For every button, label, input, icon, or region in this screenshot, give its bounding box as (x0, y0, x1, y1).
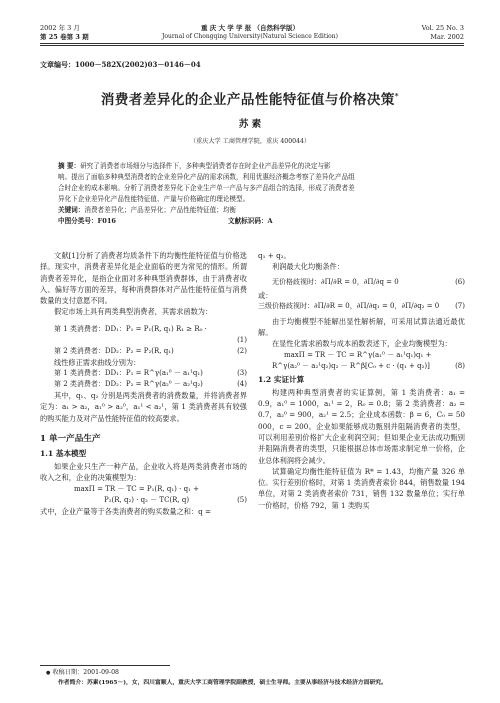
paper-title (0, 88, 500, 108)
header-vol-no: Vol. 25 No. 3 (421, 24, 464, 32)
abstract-line-4: 异化下企业差异化产品性能特征值、产量与价格确定的理论模型。 (58, 195, 250, 203)
equation-7: 三级价格歧视时：∂Π/∂R = 0，∂Π/∂q₁ = 0，∂Π/∂q₂ = 0 (7) (258, 301, 465, 310)
footnote-bullet-icon: ● (46, 670, 51, 676)
header-journal-en: Journal of Chongqing University(Natural Science Edition) (162, 33, 338, 40)
document-code: 文献标识码：A (228, 217, 273, 225)
footnote-rule (40, 665, 170, 666)
classification-line (58, 216, 458, 227)
equation-6: 无价格歧视时：∂Π/∂R = 0，∂Π/∂q = 0 (6) (272, 277, 465, 286)
subsection-1-2-heading: 1.2 实证计算 (258, 374, 305, 384)
right-paragraph-2: 在显性化需求函数与成本函数表述下，企业均衡模型为： (272, 339, 452, 349)
left-paragraph-4: 如果企业只生产一种产品，企业收入将是两类消费者市场的收入之和，企业的决策模型为： (40, 461, 247, 483)
equation-5-line-2: P₂(R, q₂) · q₂ － TC(R, q) (5) (104, 495, 247, 504)
profit-condition-label: 利润最大化均衡条件： (272, 262, 344, 272)
linear-intro: 线性修正需求曲线分别为： (54, 357, 141, 367)
author-name: 苏 素 (238, 119, 262, 130)
equation-3: 第 1 类消费者：DD₁：P₁ = R^γ(a₁⁰ － a₁¹q₁) (3) (54, 369, 247, 378)
equation-8-line-1: maxΠ = TR － TC = R^γ(a₁⁰ － a₁¹q₁)q₁ + (284, 350, 432, 359)
left-column (40, 250, 247, 517)
equation-5-line-1: maxΠ = TR － TC = P₁(R, q₁) · q₁ + (74, 484, 199, 493)
footnote-author-info: 作者简介：苏素(1965－)，女，四川富顺人，重庆大学工商管理学院副教授，硕士生导师。主要从事经济与技术经济方面研究。 (58, 680, 387, 686)
right-paragraph-4: 试算确定均衡性能特征值为 R* = 1.43，均衡产量 326 单位。实行差别价格时，对第 1 类消费者索价 844，销售数量 194 单位，对第 2 类消费者索价 731，销售 132 数量单位；实行单一价格时，价格 792，第 1 类购买 (258, 466, 465, 510)
equation-4: 第 2 类消费者：DD₂：P₂ = R^γ(a₂⁰ － a₂¹q₂) (4) (54, 380, 247, 389)
title-footnote-mark: * (394, 91, 400, 101)
abstract-line-2: 响。提出了面临多种典型消费者的企业差异化产品的需求函数，利用优惠经济概念考察了差异化产品组 (58, 173, 355, 181)
abstract-line-1: 摘 要：研究了消费者市场细分与选择件下，多种典型消费者存在时企业产品差异化的决定与影 (58, 162, 331, 170)
keywords-line (58, 205, 458, 216)
author-affiliation: （重庆大学 工商管理学院，重庆 400044） (189, 138, 311, 145)
article-number: 文章编号：1000－582X(2002)03－0146－04 (40, 60, 201, 69)
or-label: 或： (258, 290, 273, 300)
subsection-1-1-heading: 1.1 基本模型 (40, 448, 87, 458)
clc-number: 中图分类号：F016 (58, 217, 117, 225)
left-paragraph-2: 假定市场上具有两类典型消费者，其需求函数为： (54, 307, 213, 317)
left-paragraph-5: 式中，企业产量等于各类消费者的购买数量之和：q = (40, 506, 212, 516)
title-text: 消费者差异化的企业产品性能特征值与价格决策 (100, 92, 395, 108)
abstract-block (58, 161, 458, 227)
footnote-received-date: ● 收稿日期：2001-09-08 (46, 669, 119, 676)
left-paragraph-1: 文献[1]分析了消费者均质条件下的均衡性能特征值与价格选择。现实中，消费者差异化是企业面临的更为常见的情形。所谓消费者差异化，是指企业面对多种典型消费群体，由于消费者收入、偏好等方面的差异，每种消费群体对产品性能特征值与消费数量的支付意愿不同。 (40, 251, 247, 306)
equation-8-line-2: R^γ(a₂⁰ － a₂¹q₂)q₂ － R^β[C₀ + c · (q₁ + q₂)] (8) (272, 361, 465, 370)
header-rule-top (40, 43, 464, 44)
keywords-label: 关键词： (58, 206, 85, 214)
left-paragraph-3: 其中，q₁、q₂ 分别是两类消费者的消费数量，并将消费者界定为：a₁ > a₂，a₁⁰ > a₂⁰，a₁¹ < a₂¹，第 1 类消费者具有较强的购买能力及对产品性能特征值的较高要求。 (40, 391, 247, 423)
right-column (258, 250, 465, 511)
header-rule-bottom (40, 45, 464, 46)
abstract-line-3: 合时企业的成本影响。分析了消费者差异化下企业生产单一产品与多产品组合的选择，形成了消费者差 (58, 184, 355, 192)
abstract-label: 摘 要： (58, 162, 81, 170)
equation-1-number-row: (1) (237, 335, 247, 344)
right-continuation: q₁ + q₂。 (258, 251, 291, 260)
keywords-text: 消费者差异化；产品差异化；产品性能特征值；均衡 (84, 206, 237, 214)
right-paragraph-3: 构建两种典型消费者的实证算例，第 1 类消费者：a₁ = 0.9，a₁⁰ = 1000，a₁¹ = 2，R₀ = 0.8；第 2 类消费者：a₂ = 0.7，a₂⁰ = 900，a₂¹ = 2.5；企业成本函数：β = 6，C₀ = 50 000，c = 200。企业如果能够成功甄别并阻隔消费者的类型，可以利用差别价格扩大企业利润空间；但如果企业无法成功甄别并阻隔消费者的类型，只能根据总体市场需求制定单一价格，企业总体利润将会减少。 (258, 387, 465, 465)
header-month: Mar. 2002 (430, 33, 464, 41)
equation-2: 第 2 类消费者：DD₂：P₂ = P₂(R, q₁) (2) (54, 346, 247, 355)
section-1-heading: 1 单一产品生产 (40, 433, 101, 444)
header-date: 2002 年 3 月 (40, 24, 80, 32)
right-paragraph-1: 由于均衡模型不能解出显性解析解，可采用试算法通近最优解。 (258, 316, 465, 338)
equation-1: 第 1 类消费者：DD₁：P₁ = P₁(R, q₁) R₁ ≥ R₀ · (54, 324, 207, 333)
header-volume: 第 25 卷第 3 期 (40, 33, 89, 41)
header-journal-cn: 重 庆 大 学 学 报 （自然科学版） (200, 24, 300, 32)
